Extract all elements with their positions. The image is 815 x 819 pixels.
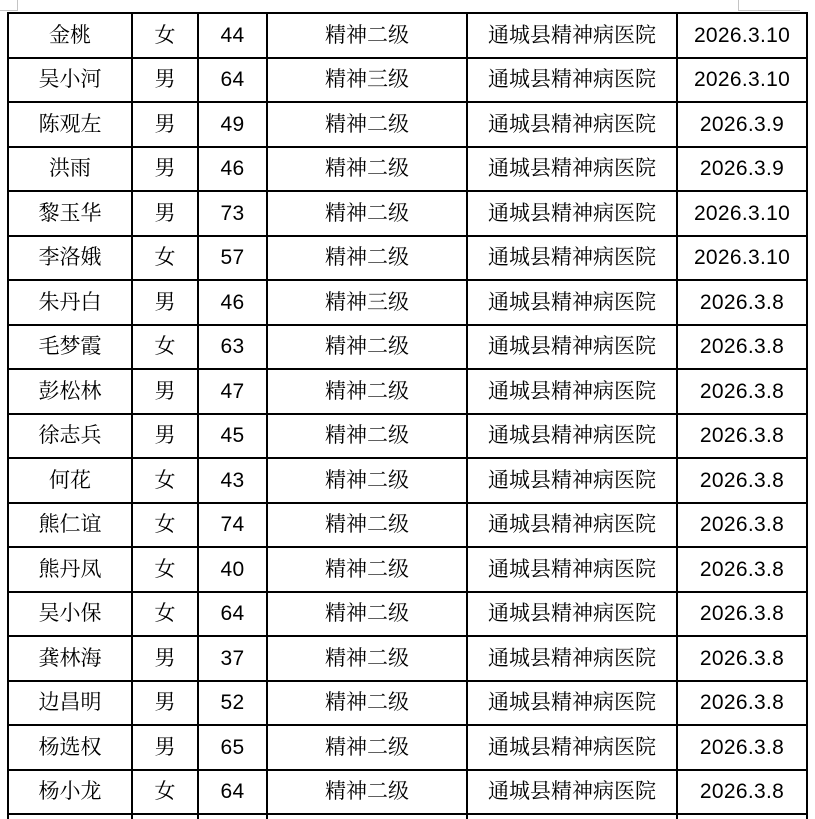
table-row bbox=[8, 369, 807, 414]
date-cell[interactable]: 2026.3.8 bbox=[677, 503, 807, 548]
page-corner-mark-top-left bbox=[17, 0, 18, 11]
disability-level-cell[interactable]: 精神二级 bbox=[267, 725, 467, 770]
hospital-cell[interactable]: 通城县精神病医院 bbox=[467, 592, 677, 637]
gender-cell[interactable]: 男 bbox=[132, 58, 198, 103]
gender-cell[interactable]: 女 bbox=[132, 547, 198, 592]
name-cell[interactable]: 徐志兵 bbox=[8, 414, 132, 459]
age-cell[interactable]: 52 bbox=[198, 681, 267, 726]
name-cell[interactable]: 毛梦霞 bbox=[8, 325, 132, 370]
hospital-cell[interactable]: 通城县精神病医院 bbox=[467, 458, 677, 503]
disability-level-cell[interactable]: 精神二级 bbox=[267, 681, 467, 726]
table-row bbox=[8, 58, 807, 103]
gender-cell[interactable]: 女 bbox=[132, 770, 198, 815]
name-cell[interactable]: 熊仁谊 bbox=[8, 503, 132, 548]
date-cell[interactable]: 2026.3.10 bbox=[677, 13, 807, 58]
date-cell[interactable]: 2026.3.8 bbox=[677, 725, 807, 770]
hospital-cell[interactable]: 通城县精神病医院 bbox=[467, 503, 677, 548]
gender-cell[interactable]: 男 bbox=[132, 681, 198, 726]
date-cell[interactable]: 2026.3.9 bbox=[677, 147, 807, 192]
table-row bbox=[8, 191, 807, 236]
age-cell[interactable]: 63 bbox=[198, 325, 267, 370]
hospital-cell[interactable]: 通城县精神病医院 bbox=[467, 13, 677, 58]
date-cell[interactable]: 2026.3.10 bbox=[677, 236, 807, 281]
age-cell[interactable]: 49 bbox=[198, 102, 267, 147]
name-cell[interactable]: 边昌明 bbox=[8, 681, 132, 726]
empty-cell[interactable] bbox=[267, 814, 467, 819]
name-cell[interactable]: 黎玉华 bbox=[8, 191, 132, 236]
empty-cell[interactable] bbox=[677, 814, 807, 819]
disability-level-cell[interactable]: 精神三级 bbox=[267, 280, 467, 325]
age-cell[interactable]: 74 bbox=[198, 503, 267, 548]
age-cell[interactable]: 43 bbox=[198, 458, 267, 503]
table-row bbox=[8, 592, 807, 637]
disability-level-cell[interactable]: 精神二级 bbox=[267, 102, 467, 147]
gender-cell[interactable]: 男 bbox=[132, 280, 198, 325]
date-cell[interactable]: 2026.3.8 bbox=[677, 592, 807, 637]
name-cell[interactable]: 彭松林 bbox=[8, 369, 132, 414]
gender-cell[interactable]: 男 bbox=[132, 191, 198, 236]
disability-level-cell[interactable]: 精神二级 bbox=[267, 13, 467, 58]
table-row bbox=[8, 547, 807, 592]
hospital-cell[interactable]: 通城县精神病医院 bbox=[467, 147, 677, 192]
patients-table-body bbox=[8, 13, 807, 819]
age-cell[interactable]: 47 bbox=[198, 369, 267, 414]
date-cell[interactable]: 2026.3.8 bbox=[677, 414, 807, 459]
name-cell[interactable]: 杨小龙 bbox=[8, 770, 132, 815]
age-cell[interactable]: 40 bbox=[198, 547, 267, 592]
disability-level-cell[interactable]: 精神三级 bbox=[267, 58, 467, 103]
hospital-cell[interactable]: 通城县精神病医院 bbox=[467, 325, 677, 370]
empty-cell[interactable] bbox=[198, 814, 267, 819]
page-corner-mark-top-right bbox=[738, 10, 800, 11]
disability-level-cell[interactable]: 精神二级 bbox=[267, 147, 467, 192]
table-row bbox=[8, 102, 807, 147]
table-row bbox=[8, 325, 807, 370]
name-cell[interactable]: 金桃 bbox=[8, 13, 132, 58]
gender-cell[interactable]: 男 bbox=[132, 725, 198, 770]
date-cell[interactable]: 2026.3.8 bbox=[677, 280, 807, 325]
empty-cell[interactable] bbox=[467, 814, 677, 819]
hospital-cell[interactable]: 通城县精神病医院 bbox=[467, 102, 677, 147]
hospital-cell[interactable]: 通城县精神病医院 bbox=[467, 725, 677, 770]
page-corner-mark-top-left bbox=[0, 10, 18, 11]
hospital-cell[interactable]: 通城县精神病医院 bbox=[467, 770, 677, 815]
date-cell[interactable]: 2026.3.8 bbox=[677, 636, 807, 681]
name-cell[interactable]: 何花 bbox=[8, 458, 132, 503]
hospital-cell[interactable]: 通城县精神病医院 bbox=[467, 414, 677, 459]
hospital-cell[interactable]: 通城县精神病医院 bbox=[467, 369, 677, 414]
name-cell[interactable]: 李洛娥 bbox=[8, 236, 132, 281]
gender-cell[interactable]: 女 bbox=[132, 503, 198, 548]
table-row bbox=[8, 13, 807, 58]
hospital-cell[interactable]: 通城县精神病医院 bbox=[467, 236, 677, 281]
table-row bbox=[8, 681, 807, 726]
empty-cell[interactable] bbox=[132, 814, 198, 819]
hospital-cell[interactable]: 通城县精神病医院 bbox=[467, 191, 677, 236]
gender-cell[interactable]: 男 bbox=[132, 369, 198, 414]
gender-cell[interactable]: 男 bbox=[132, 636, 198, 681]
empty-cell[interactable] bbox=[8, 814, 132, 819]
date-cell[interactable]: 2026.3.9 bbox=[677, 102, 807, 147]
hospital-cell[interactable]: 通城县精神病医院 bbox=[467, 547, 677, 592]
table-row bbox=[8, 636, 807, 681]
age-cell[interactable]: 57 bbox=[198, 236, 267, 281]
disability-level-cell[interactable]: 精神二级 bbox=[267, 369, 467, 414]
age-cell[interactable]: 45 bbox=[198, 414, 267, 459]
date-cell[interactable]: 2026.3.8 bbox=[677, 325, 807, 370]
age-cell[interactable]: 64 bbox=[198, 770, 267, 815]
gender-cell[interactable]: 男 bbox=[132, 414, 198, 459]
date-cell[interactable]: 2026.3.8 bbox=[677, 458, 807, 503]
name-cell[interactable]: 龚林海 bbox=[8, 636, 132, 681]
table-row bbox=[8, 414, 807, 459]
name-cell[interactable]: 陈观左 bbox=[8, 102, 132, 147]
disability-level-cell[interactable]: 精神二级 bbox=[267, 414, 467, 459]
gender-cell[interactable]: 女 bbox=[132, 325, 198, 370]
disability-level-cell[interactable]: 精神二级 bbox=[267, 547, 467, 592]
name-cell[interactable]: 朱丹白 bbox=[8, 280, 132, 325]
table-row bbox=[8, 725, 807, 770]
name-cell[interactable]: 杨选权 bbox=[8, 725, 132, 770]
hospital-cell[interactable]: 通城县精神病医院 bbox=[467, 280, 677, 325]
hospital-cell[interactable]: 通城县精神病医院 bbox=[467, 58, 677, 103]
disability-level-cell[interactable]: 精神二级 bbox=[267, 458, 467, 503]
name-cell[interactable]: 吴小河 bbox=[8, 58, 132, 103]
date-cell[interactable]: 2026.3.8 bbox=[677, 770, 807, 815]
date-cell[interactable]: 2026.3.8 bbox=[677, 369, 807, 414]
gender-cell[interactable]: 女 bbox=[132, 13, 198, 58]
gender-cell[interactable]: 男 bbox=[132, 102, 198, 147]
table-row bbox=[8, 770, 807, 815]
table-row bbox=[8, 236, 807, 281]
name-cell[interactable]: 吴小保 bbox=[8, 592, 132, 637]
date-cell[interactable]: 2026.3.8 bbox=[677, 681, 807, 726]
table-row bbox=[8, 280, 807, 325]
gender-cell[interactable]: 男 bbox=[132, 147, 198, 192]
age-cell[interactable]: 73 bbox=[198, 191, 267, 236]
gender-cell[interactable]: 女 bbox=[132, 458, 198, 503]
disability-level-cell[interactable]: 精神二级 bbox=[267, 636, 467, 681]
age-cell[interactable]: 64 bbox=[198, 592, 267, 637]
date-cell[interactable]: 2026.3.10 bbox=[677, 58, 807, 103]
age-cell[interactable]: 65 bbox=[198, 725, 267, 770]
disability-level-cell[interactable]: 精神二级 bbox=[267, 592, 467, 637]
name-cell[interactable]: 洪雨 bbox=[8, 147, 132, 192]
age-cell[interactable]: 44 bbox=[198, 13, 267, 58]
table-row-partial bbox=[8, 814, 807, 819]
age-cell[interactable]: 46 bbox=[198, 147, 267, 192]
name-cell[interactable]: 熊丹凤 bbox=[8, 547, 132, 592]
hospital-cell[interactable]: 通城县精神病医院 bbox=[467, 636, 677, 681]
gender-cell[interactable]: 女 bbox=[132, 592, 198, 637]
date-cell[interactable]: 2026.3.8 bbox=[677, 547, 807, 592]
table-row bbox=[8, 458, 807, 503]
gender-cell[interactable]: 女 bbox=[132, 236, 198, 281]
disability-level-cell[interactable]: 精神二级 bbox=[267, 325, 467, 370]
table-row bbox=[8, 503, 807, 548]
age-cell[interactable]: 46 bbox=[198, 280, 267, 325]
disability-level-cell[interactable]: 精神二级 bbox=[267, 191, 467, 236]
date-cell[interactable]: 2026.3.10 bbox=[677, 191, 807, 236]
patients-table bbox=[7, 12, 808, 819]
age-cell[interactable]: 64 bbox=[198, 58, 267, 103]
age-cell[interactable]: 37 bbox=[198, 636, 267, 681]
disability-level-cell[interactable]: 精神二级 bbox=[267, 236, 467, 281]
disability-level-cell[interactable]: 精神二级 bbox=[267, 770, 467, 815]
table-row bbox=[8, 147, 807, 192]
hospital-cell[interactable]: 通城县精神病医院 bbox=[467, 681, 677, 726]
disability-level-cell[interactable]: 精神二级 bbox=[267, 503, 467, 548]
